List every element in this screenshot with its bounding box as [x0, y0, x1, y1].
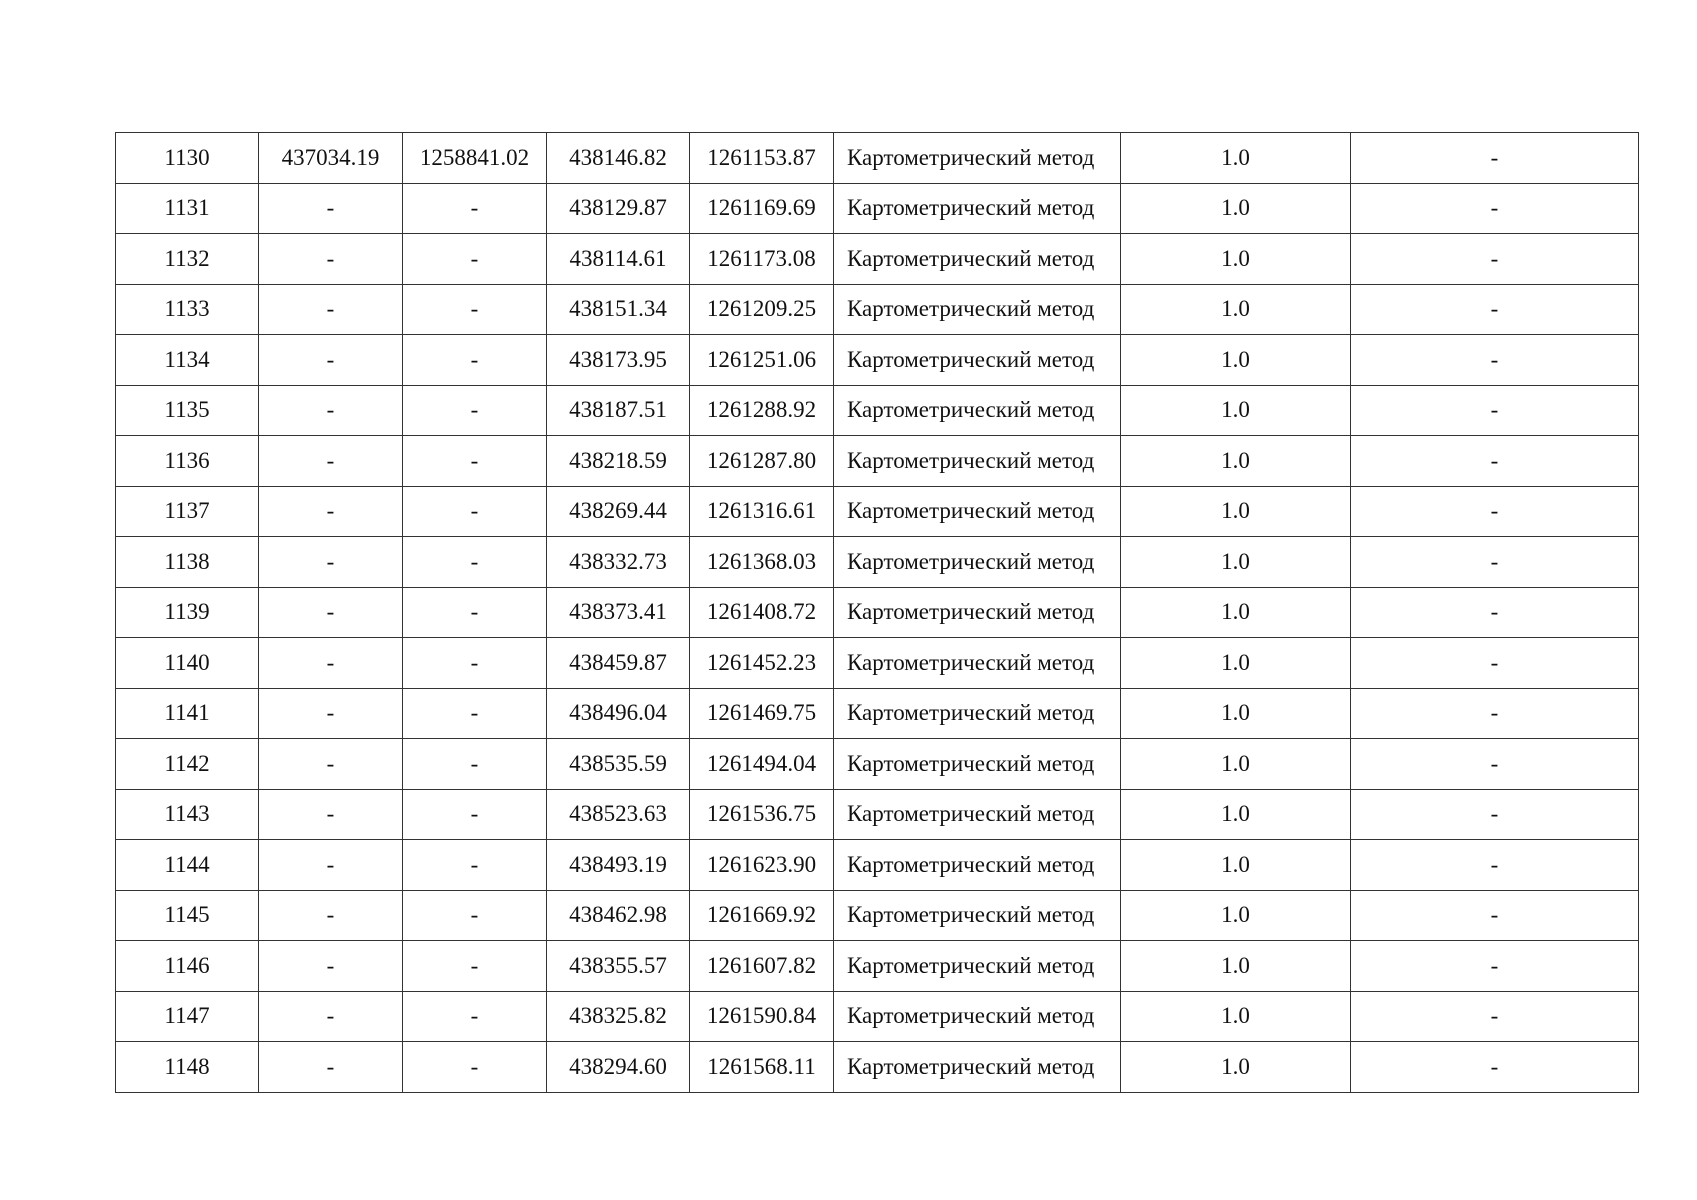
description-cell: -	[1351, 587, 1639, 638]
new-x-cell: 438146.82	[547, 133, 690, 184]
accuracy-cell: 1.0	[1121, 234, 1351, 285]
table-row	[116, 840, 1639, 891]
accuracy-cell: 1.0	[1121, 486, 1351, 537]
point-number-cell: 1131	[116, 183, 259, 234]
accuracy-cell: 1.0	[1121, 284, 1351, 335]
table-row	[116, 486, 1639, 537]
old-x-cell: -	[259, 537, 403, 588]
table-row	[116, 537, 1639, 588]
table-row	[116, 385, 1639, 436]
old-x-cell: -	[259, 688, 403, 739]
old-y-cell: -	[403, 991, 547, 1042]
new-x-cell: 438523.63	[547, 789, 690, 840]
method-cell: Картометрический метод	[834, 385, 1121, 436]
accuracy-cell: 1.0	[1121, 183, 1351, 234]
old-y-cell: -	[403, 1042, 547, 1093]
new-y-cell: 1261251.06	[690, 335, 834, 386]
old-y-cell: 1258841.02	[403, 133, 547, 184]
accuracy-cell: 1.0	[1121, 840, 1351, 891]
coordinates-table	[115, 132, 1639, 1093]
new-x-cell: 438151.34	[547, 284, 690, 335]
new-x-cell: 438129.87	[547, 183, 690, 234]
old-y-cell: -	[403, 739, 547, 790]
method-cell: Картометрический метод	[834, 840, 1121, 891]
new-y-cell: 1261452.23	[690, 638, 834, 689]
old-y-cell: -	[403, 941, 547, 992]
new-x-cell: 438114.61	[547, 234, 690, 285]
old-y-cell: -	[403, 688, 547, 739]
old-x-cell: -	[259, 991, 403, 1042]
description-cell: -	[1351, 537, 1639, 588]
table-row	[116, 183, 1639, 234]
table-row	[116, 941, 1639, 992]
method-cell: Картометрический метод	[834, 284, 1121, 335]
accuracy-cell: 1.0	[1121, 739, 1351, 790]
point-number-cell: 1132	[116, 234, 259, 285]
old-x-cell: -	[259, 335, 403, 386]
new-y-cell: 1261169.69	[690, 183, 834, 234]
old-y-cell: -	[403, 486, 547, 537]
method-cell: Картометрический метод	[834, 436, 1121, 487]
new-x-cell: 438496.04	[547, 688, 690, 739]
method-cell: Картометрический метод	[834, 234, 1121, 285]
old-x-cell: -	[259, 1042, 403, 1093]
method-cell: Картометрический метод	[834, 1042, 1121, 1093]
old-y-cell: -	[403, 890, 547, 941]
point-number-cell: 1147	[116, 991, 259, 1042]
description-cell: -	[1351, 284, 1639, 335]
method-cell: Картометрический метод	[834, 133, 1121, 184]
new-x-cell: 438294.60	[547, 1042, 690, 1093]
method-cell: Картометрический метод	[834, 335, 1121, 386]
table-row	[116, 688, 1639, 739]
old-x-cell: -	[259, 284, 403, 335]
new-y-cell: 1261607.82	[690, 941, 834, 992]
method-cell: Картометрический метод	[834, 638, 1121, 689]
table-row	[116, 991, 1639, 1042]
new-y-cell: 1261623.90	[690, 840, 834, 891]
old-y-cell: -	[403, 385, 547, 436]
new-x-cell: 438218.59	[547, 436, 690, 487]
table-row	[116, 789, 1639, 840]
old-y-cell: -	[403, 638, 547, 689]
old-y-cell: -	[403, 537, 547, 588]
new-y-cell: 1261173.08	[690, 234, 834, 285]
old-y-cell: -	[403, 587, 547, 638]
description-cell: -	[1351, 840, 1639, 891]
table-row	[116, 1042, 1639, 1093]
new-x-cell: 438332.73	[547, 537, 690, 588]
description-cell: -	[1351, 890, 1639, 941]
new-y-cell: 1261153.87	[690, 133, 834, 184]
accuracy-cell: 1.0	[1121, 890, 1351, 941]
new-y-cell: 1261288.92	[690, 385, 834, 436]
method-cell: Картометрический метод	[834, 739, 1121, 790]
point-number-cell: 1140	[116, 638, 259, 689]
new-x-cell: 438459.87	[547, 638, 690, 689]
new-y-cell: 1261316.61	[690, 486, 834, 537]
new-x-cell: 438173.95	[547, 335, 690, 386]
description-cell: -	[1351, 789, 1639, 840]
point-number-cell: 1139	[116, 587, 259, 638]
old-x-cell: 437034.19	[259, 133, 403, 184]
point-number-cell: 1142	[116, 739, 259, 790]
table-row	[116, 890, 1639, 941]
description-cell: -	[1351, 1042, 1639, 1093]
point-number-cell: 1144	[116, 840, 259, 891]
table-body	[116, 133, 1639, 1093]
description-cell: -	[1351, 941, 1639, 992]
old-y-cell: -	[403, 840, 547, 891]
old-x-cell: -	[259, 436, 403, 487]
new-y-cell: 1261590.84	[690, 991, 834, 1042]
point-number-cell: 1148	[116, 1042, 259, 1093]
point-number-cell: 1141	[116, 688, 259, 739]
new-y-cell: 1261287.80	[690, 436, 834, 487]
table-row	[116, 739, 1639, 790]
new-y-cell: 1261568.11	[690, 1042, 834, 1093]
point-number-cell: 1133	[116, 284, 259, 335]
accuracy-cell: 1.0	[1121, 335, 1351, 386]
point-number-cell: 1135	[116, 385, 259, 436]
old-x-cell: -	[259, 638, 403, 689]
accuracy-cell: 1.0	[1121, 385, 1351, 436]
description-cell: -	[1351, 688, 1639, 739]
table-row	[116, 587, 1639, 638]
table-row	[116, 234, 1639, 285]
old-x-cell: -	[259, 890, 403, 941]
method-cell: Картометрический метод	[834, 991, 1121, 1042]
old-x-cell: -	[259, 789, 403, 840]
old-x-cell: -	[259, 486, 403, 537]
point-number-cell: 1143	[116, 789, 259, 840]
accuracy-cell: 1.0	[1121, 436, 1351, 487]
new-x-cell: 438187.51	[547, 385, 690, 436]
old-y-cell: -	[403, 436, 547, 487]
old-x-cell: -	[259, 234, 403, 285]
new-x-cell: 438269.44	[547, 486, 690, 537]
old-x-cell: -	[259, 587, 403, 638]
description-cell: -	[1351, 638, 1639, 689]
method-cell: Картометрический метод	[834, 587, 1121, 638]
new-x-cell: 438535.59	[547, 739, 690, 790]
description-cell: -	[1351, 739, 1639, 790]
old-x-cell: -	[259, 183, 403, 234]
new-y-cell: 1261408.72	[690, 587, 834, 638]
description-cell: -	[1351, 991, 1639, 1042]
accuracy-cell: 1.0	[1121, 133, 1351, 184]
old-x-cell: -	[259, 840, 403, 891]
point-number-cell: 1145	[116, 890, 259, 941]
point-number-cell: 1136	[116, 436, 259, 487]
table-row	[116, 133, 1639, 184]
new-x-cell: 438355.57	[547, 941, 690, 992]
description-cell: -	[1351, 335, 1639, 386]
description-cell: -	[1351, 133, 1639, 184]
new-y-cell: 1261536.75	[690, 789, 834, 840]
new-x-cell: 438462.98	[547, 890, 690, 941]
description-cell: -	[1351, 436, 1639, 487]
description-cell: -	[1351, 183, 1639, 234]
new-x-cell: 438325.82	[547, 991, 690, 1042]
old-x-cell: -	[259, 385, 403, 436]
method-cell: Картометрический метод	[834, 789, 1121, 840]
point-number-cell: 1146	[116, 941, 259, 992]
old-x-cell: -	[259, 739, 403, 790]
old-y-cell: -	[403, 335, 547, 386]
accuracy-cell: 1.0	[1121, 991, 1351, 1042]
new-y-cell: 1261209.25	[690, 284, 834, 335]
table-row	[116, 436, 1639, 487]
description-cell: -	[1351, 385, 1639, 436]
new-y-cell: 1261494.04	[690, 739, 834, 790]
old-x-cell: -	[259, 941, 403, 992]
new-y-cell: 1261469.75	[690, 688, 834, 739]
accuracy-cell: 1.0	[1121, 688, 1351, 739]
method-cell: Картометрический метод	[834, 486, 1121, 537]
accuracy-cell: 1.0	[1121, 638, 1351, 689]
table-row	[116, 335, 1639, 386]
table-row	[116, 284, 1639, 335]
accuracy-cell: 1.0	[1121, 789, 1351, 840]
old-y-cell: -	[403, 284, 547, 335]
accuracy-cell: 1.0	[1121, 941, 1351, 992]
description-cell: -	[1351, 234, 1639, 285]
point-number-cell: 1134	[116, 335, 259, 386]
old-y-cell: -	[403, 789, 547, 840]
method-cell: Картометрический метод	[834, 941, 1121, 992]
accuracy-cell: 1.0	[1121, 1042, 1351, 1093]
method-cell: Картометрический метод	[834, 890, 1121, 941]
method-cell: Картометрический метод	[834, 183, 1121, 234]
method-cell: Картометрический метод	[834, 688, 1121, 739]
old-y-cell: -	[403, 234, 547, 285]
point-number-cell: 1130	[116, 133, 259, 184]
method-cell: Картометрический метод	[834, 537, 1121, 588]
new-y-cell: 1261368.03	[690, 537, 834, 588]
new-y-cell: 1261669.92	[690, 890, 834, 941]
point-number-cell: 1138	[116, 537, 259, 588]
table-row	[116, 638, 1639, 689]
point-number-cell: 1137	[116, 486, 259, 537]
description-cell: -	[1351, 486, 1639, 537]
old-y-cell: -	[403, 183, 547, 234]
new-x-cell: 438373.41	[547, 587, 690, 638]
accuracy-cell: 1.0	[1121, 537, 1351, 588]
accuracy-cell: 1.0	[1121, 587, 1351, 638]
new-x-cell: 438493.19	[547, 840, 690, 891]
